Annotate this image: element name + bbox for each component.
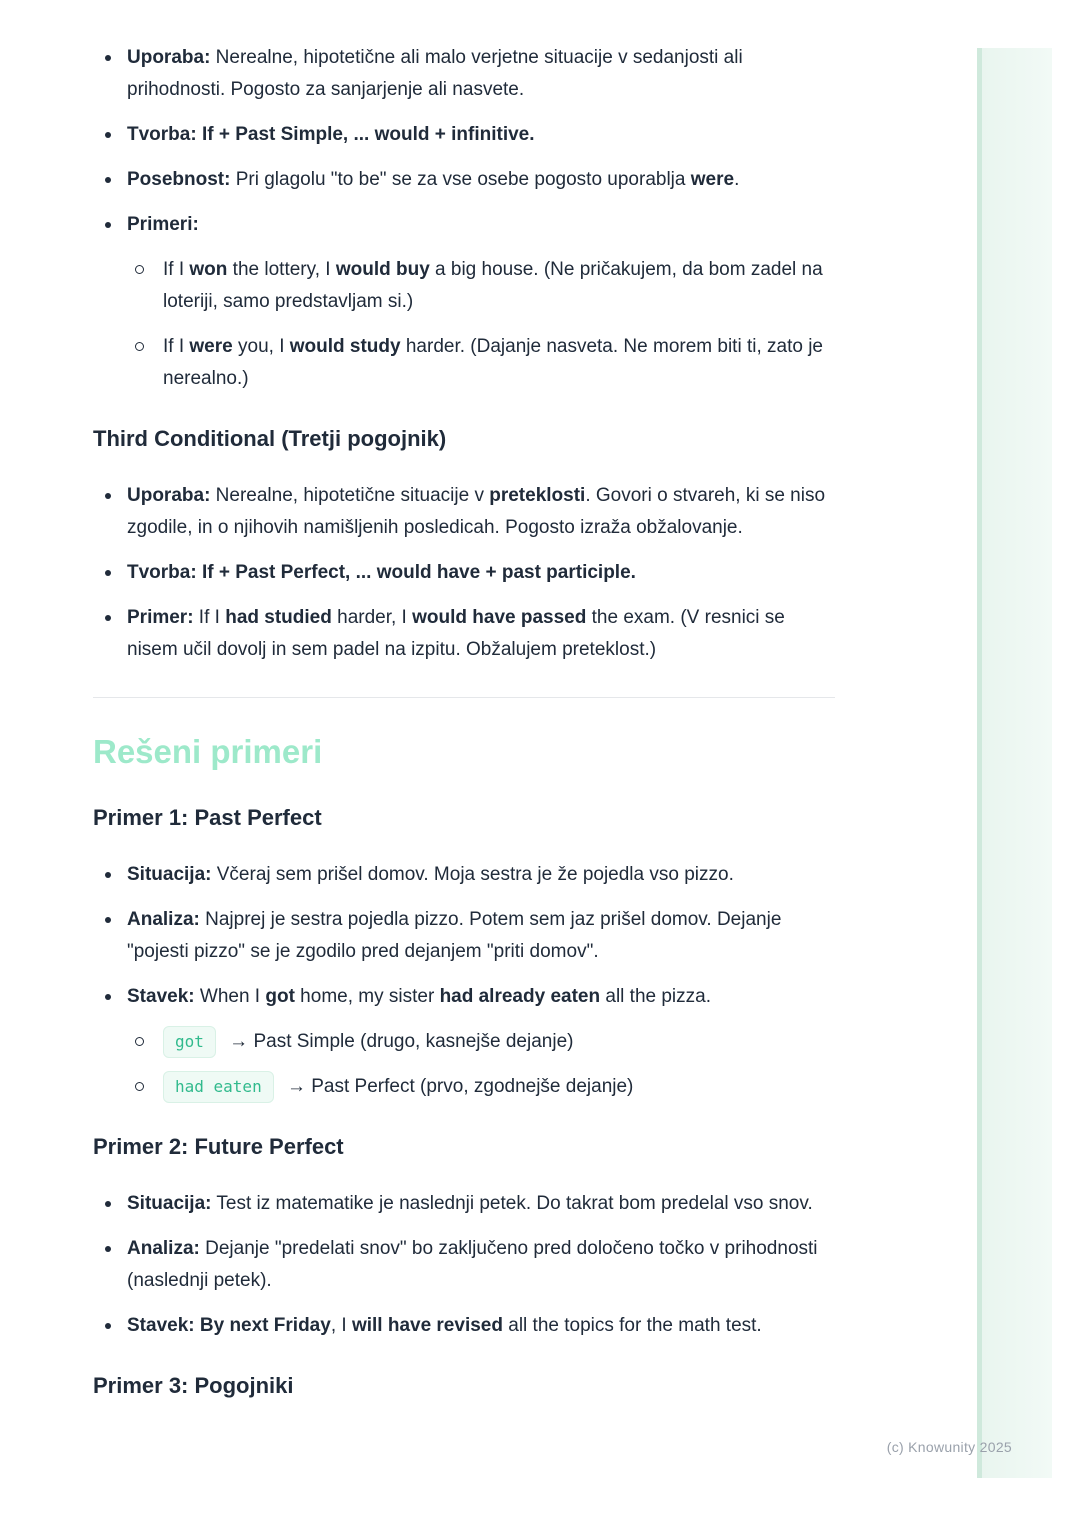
bullet-item — [93, 904, 835, 968]
bold-text: Stavek: By next Friday — [127, 1315, 331, 1336]
plain-text: all the topics for the math test. — [502, 1315, 762, 1336]
bullet-item — [93, 1233, 835, 1297]
document-content — [93, 42, 835, 1427]
verb-analysis-sublist — [127, 1026, 835, 1103]
bold-text: would have passed — [412, 607, 587, 628]
bold-text: had already eaten — [439, 986, 601, 1007]
examples-sublist — [127, 254, 835, 395]
sub-bullet-item — [127, 1026, 835, 1058]
plain-text: Najprej je sestra pojedla pizzo. Potem sem jaz prišel domov. Dejanje "pojesti pizzo" se je zgodilo pred dejanjem "priti domov". — [127, 909, 782, 962]
plain-text: Nerealne, hipotetične situacije v — [210, 485, 490, 506]
second-conditional-list — [93, 42, 835, 395]
plain-text: the exam. (V resnici se nisem učil dovolj in sem padel na izpitu. Obžalujem preteklost.) — [127, 607, 785, 660]
primer1-list — [93, 859, 835, 1103]
plain-text: . Govori o stvareh, ki se niso zgodile, in o njihovih namišljenih posledicah. Pogosto izraža obžalovanje. — [127, 485, 826, 538]
rich-text — [127, 169, 739, 190]
solved-examples-heading: Rešeni primeri — [93, 733, 323, 770]
bullet-item — [93, 164, 835, 196]
bold-text: Tvorba: If + Past Simple, ... would + infinitive. — [127, 124, 535, 145]
rich-text — [127, 607, 785, 660]
rich-text — [127, 562, 636, 583]
footer-credit: (c) Knowunity 2025 — [886, 1439, 1012, 1455]
plain-text: you, I — [232, 336, 290, 357]
plain-text: If I — [193, 607, 226, 628]
bold-text: Stavek: — [127, 986, 195, 1007]
rich-text — [163, 1031, 573, 1052]
bullet-item — [93, 1310, 835, 1342]
bold-text: Analiza: — [127, 909, 200, 930]
rich-text — [127, 1238, 818, 1291]
rich-text — [127, 909, 781, 962]
bullet-item — [93, 557, 835, 589]
bold-text: Primer: — [127, 607, 194, 628]
plain-text: home, my sister — [294, 986, 440, 1007]
sub-bullet-item — [127, 254, 835, 318]
rich-text — [163, 1076, 633, 1097]
bold-text: won — [189, 259, 228, 280]
rich-text — [127, 485, 825, 538]
rich-text — [163, 336, 823, 389]
bullet-item — [93, 859, 835, 891]
bold-text: Analiza: — [127, 1238, 200, 1259]
plain-text: If I — [163, 336, 190, 357]
rich-text — [127, 47, 743, 100]
bold-text: would buy — [335, 259, 430, 280]
third-conditional-heading: Third Conditional (Tretji pogojnik) — [93, 426, 447, 451]
plain-text: When I — [194, 986, 266, 1007]
bold-text: will have revised — [351, 1315, 503, 1336]
rich-text — [127, 1315, 762, 1336]
primer2-list — [93, 1188, 835, 1342]
plain-text: Test iz matematike je naslednji petek. Do takrat bom predelal vso snov. — [211, 1193, 813, 1214]
bold-text: Situacija: — [127, 1193, 212, 1214]
plain-text: , I — [330, 1315, 352, 1336]
bold-text: Tvorba: If + Past Perfect, ... would have + past participle. — [127, 562, 636, 583]
bold-text: got — [265, 986, 295, 1007]
bullet-item — [93, 480, 835, 544]
bullet-item — [93, 209, 835, 395]
plain-text: → Past Perfect (prvo, zgodnejše dejanje) — [281, 1076, 634, 1097]
bold-text: preteklosti — [489, 485, 586, 506]
primer2-heading: Primer 2: Future Perfect — [93, 1134, 344, 1159]
sub-bullet-item — [127, 1071, 835, 1103]
plain-text: all the pizza. — [600, 986, 711, 1007]
bold-text: Posebnost: — [127, 169, 231, 190]
bold-text: would study — [289, 336, 401, 357]
sub-bullet-item — [127, 331, 835, 395]
rich-text — [127, 124, 535, 145]
plain-text: a big house. (Ne pričakujem, da bom zadel na loteriji, samo predstavljam si.) — [163, 259, 823, 312]
bullet-item — [93, 1188, 835, 1220]
rich-text — [127, 986, 711, 1007]
bullet-item — [93, 42, 835, 106]
plain-text: the lottery, I — [227, 259, 336, 280]
right-accent-bar — [977, 48, 1052, 1478]
third-conditional-list — [93, 480, 835, 666]
bullet-item — [93, 119, 835, 151]
rich-text — [163, 259, 823, 312]
section-divider — [93, 697, 835, 698]
bold-text: had studied — [225, 607, 332, 628]
bold-text: Uporaba: — [127, 485, 211, 506]
bold-text: Situacija: — [127, 864, 212, 885]
plain-text: harder. (Dajanje nasveta. Ne morem biti ti, zato je nerealno.) — [163, 336, 823, 389]
bullet-item — [93, 602, 835, 666]
code-chip: had eaten — [163, 1071, 274, 1103]
bold-text: Primeri: — [127, 214, 199, 235]
primer3-heading: Primer 3: Pogojniki — [93, 1373, 294, 1398]
bold-text: were — [189, 336, 233, 357]
bullet-item — [93, 981, 835, 1103]
primer1-heading: Primer 1: Past Perfect — [93, 805, 322, 830]
plain-text: Pri glagolu "to be" se za vse osebe pogosto uporablja — [230, 169, 691, 190]
rich-text — [127, 214, 199, 235]
rich-text — [127, 1193, 813, 1214]
plain-text: harder, I — [331, 607, 413, 628]
plain-text: If I — [163, 259, 190, 280]
plain-text: Dejanje "predelati snov" bo zaključeno pred določeno točko v prihodnosti (naslednji petek). — [127, 1238, 818, 1291]
code-chip: got — [163, 1026, 216, 1058]
plain-text: Nerealne, hipotetične ali malo verjetne situacije v sedanjosti ali prihodnosti. Pogosto za sanjarjenje ali nasvete. — [127, 47, 743, 100]
plain-text: . — [734, 169, 740, 190]
rich-text — [127, 864, 734, 885]
plain-text: Včeraj sem prišel domov. Moja sestra je že pojedla vso pizzo. — [211, 864, 734, 885]
plain-text: → Past Simple (drugo, kasnejše dejanje) — [223, 1031, 574, 1052]
bold-text: were — [690, 169, 735, 190]
bold-text: Uporaba: — [127, 47, 211, 68]
